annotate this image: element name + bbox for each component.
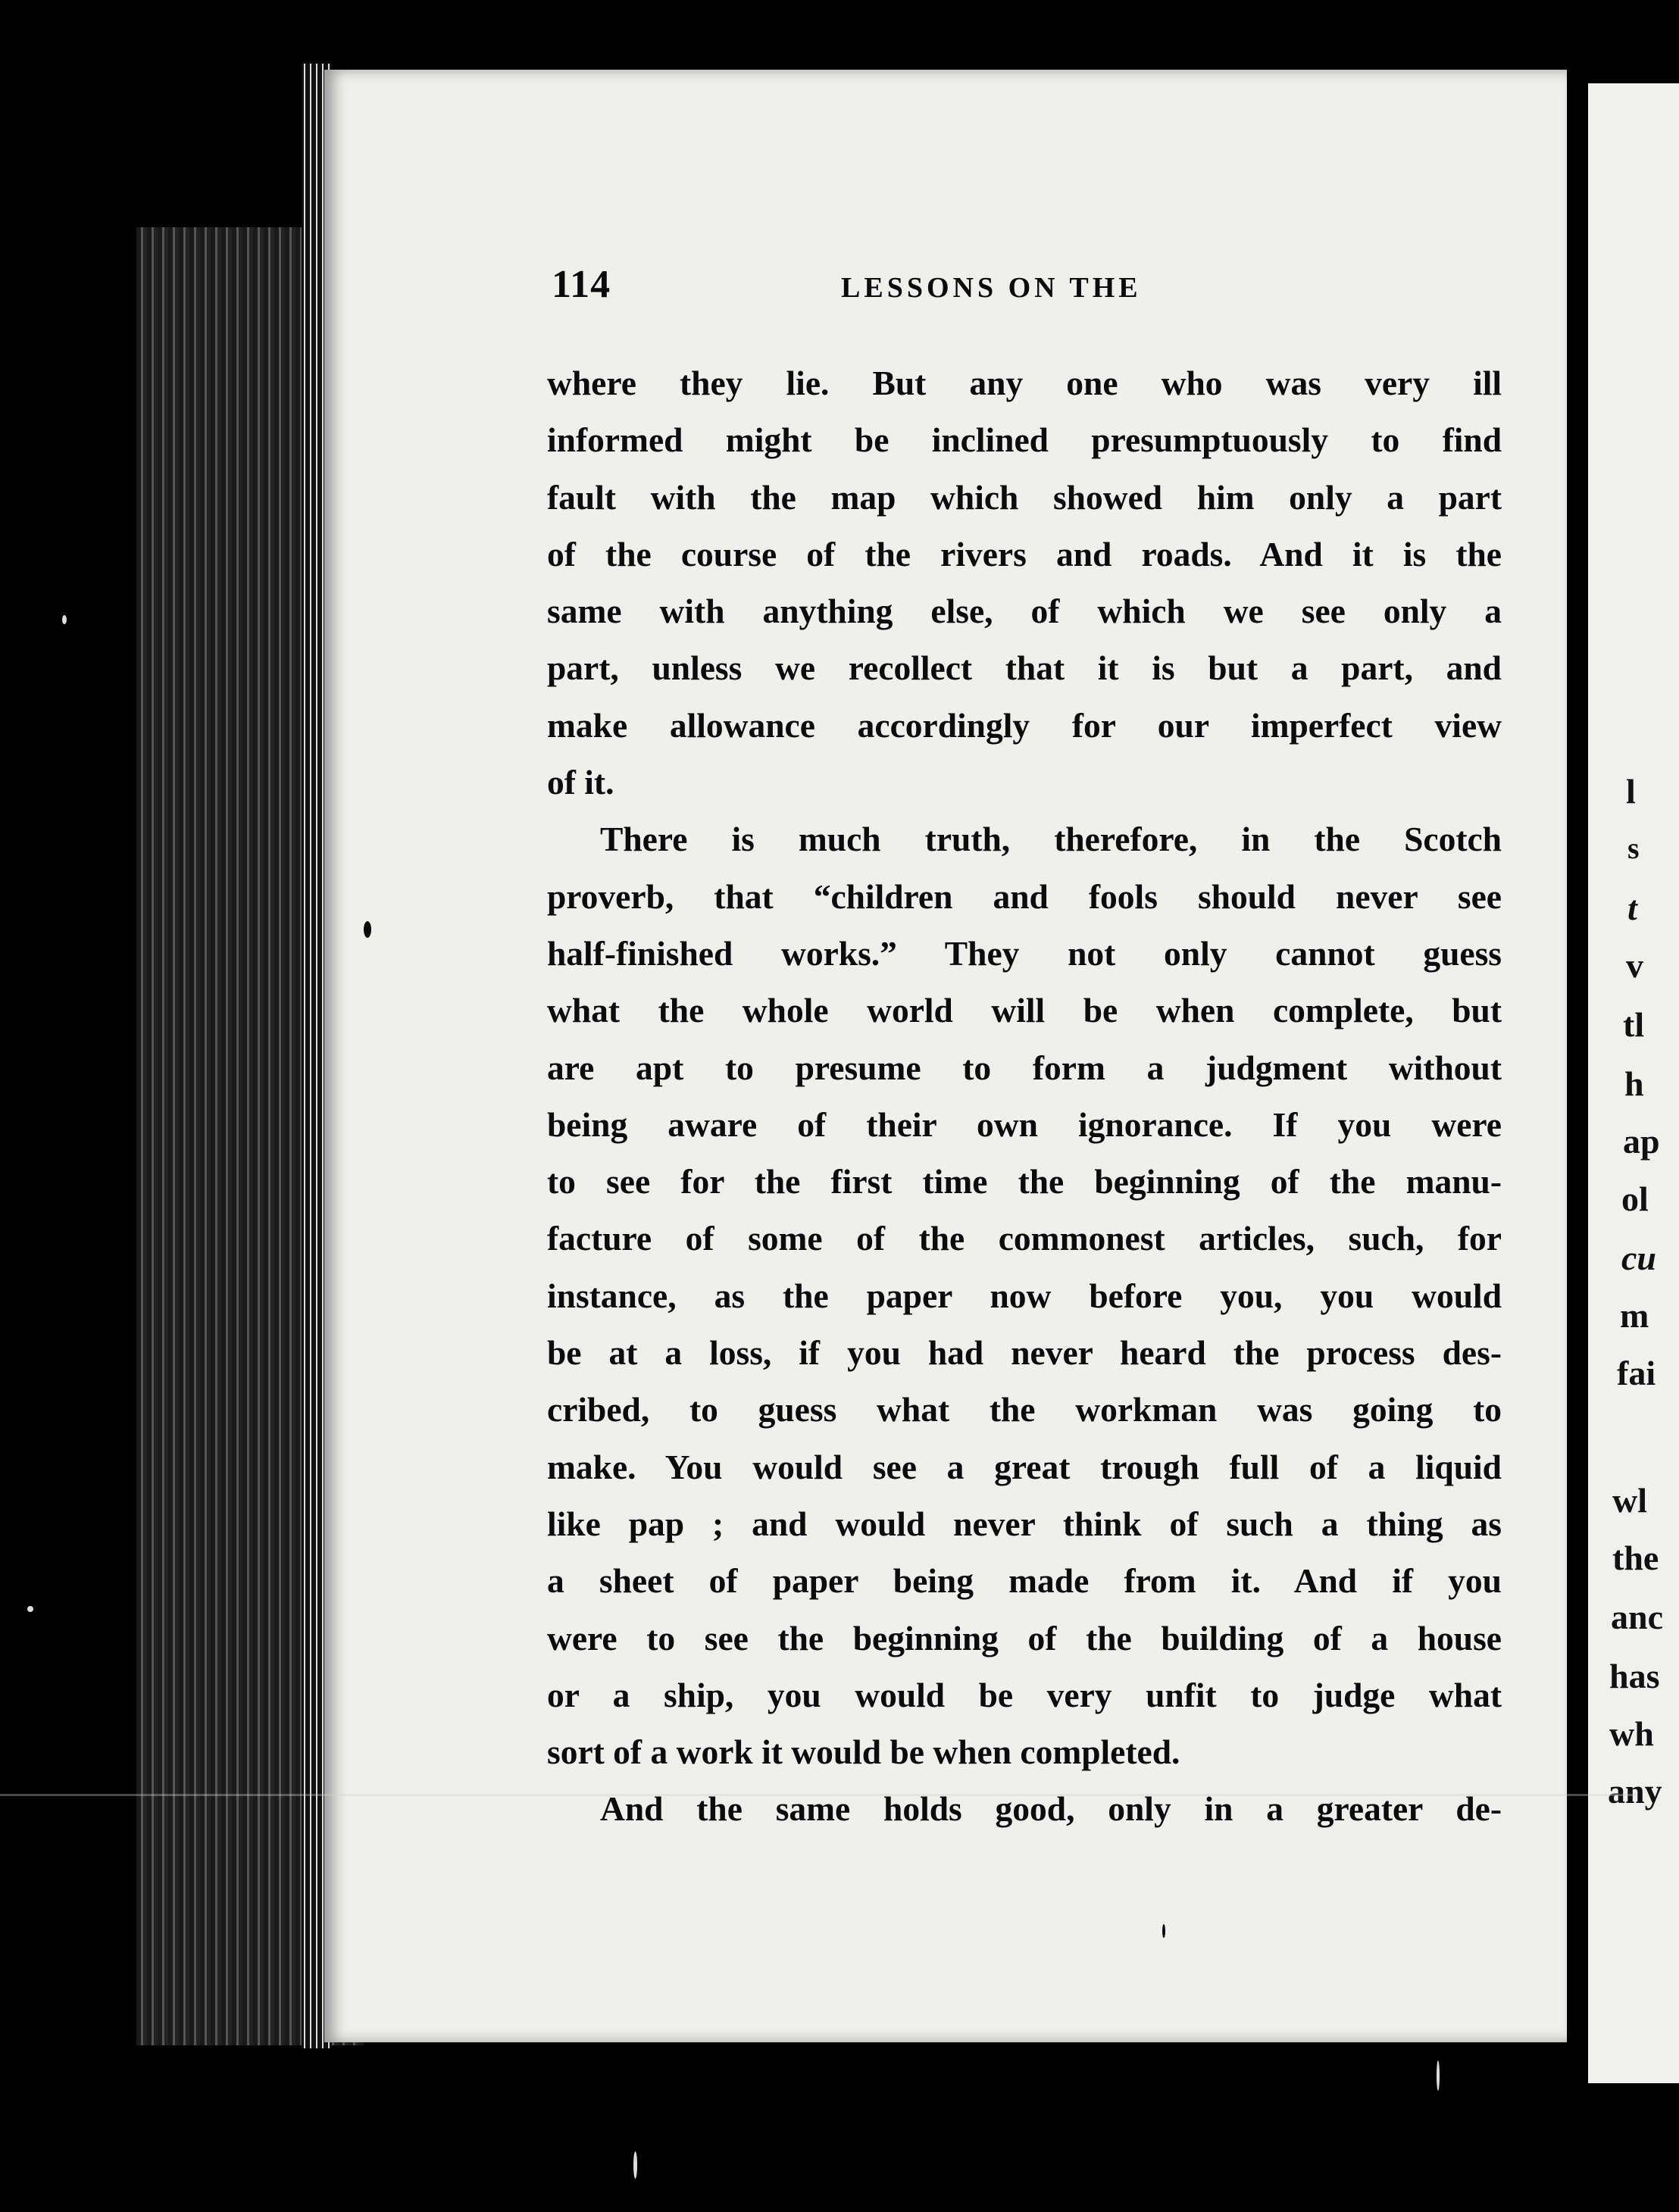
text-line: of the course of the rivers and roads. And it is the (547, 534, 1502, 573)
adjacent-fragment: m (1620, 1296, 1649, 1335)
adjacent-fragment: tl (1623, 1005, 1645, 1044)
text-line: part, unless we recollect that it is but a part, and (547, 648, 1502, 688)
adjacent-fragment: any (1608, 1772, 1662, 1811)
adjacent-fragment: h (1624, 1064, 1644, 1103)
adjacent-fragment: wl (1612, 1481, 1647, 1520)
ink-speck (1162, 1924, 1165, 1938)
adjacent-fragment: v (1626, 946, 1643, 985)
scan-dust (27, 1606, 33, 1612)
scan-line-artifact (0, 1794, 1637, 1796)
running-title: LESSONS ON THE (841, 272, 1142, 304)
text-line: are apt to presume to form a judgment without (547, 1048, 1502, 1087)
text-line: to see for the first time the beginning of the manu- (547, 1162, 1502, 1201)
text-line: being aware of their own ignorance. If you were (547, 1104, 1502, 1144)
page-body (547, 355, 1502, 1838)
text-line: informed might be inclined presumptuously to find (547, 420, 1502, 460)
text-line: where they lie. But any one who was very ill (547, 364, 1502, 402)
adjacent-fragment: t (1627, 889, 1637, 927)
text-line: proverb, that “children and fools should never see (547, 876, 1502, 916)
text-line: cribed, to guess what the workman was going to (547, 1390, 1502, 1429)
adjacent-fragment: anc (1611, 1598, 1663, 1636)
text-line: instance, as the paper now before you, you would (547, 1276, 1502, 1315)
adjacent-fragment: fai (1617, 1354, 1656, 1392)
scan-dust (633, 2151, 637, 2179)
paragraph-first-line: And the same holds good, only in a greater de- (600, 1789, 1502, 1829)
adjacent-fragment: cu (1621, 1239, 1656, 1277)
text-line: a sheet of paper being made from it. And if you (547, 1561, 1502, 1601)
text-line: were to see the beginning of the building of a house (547, 1618, 1502, 1657)
adjacent-fragment: ap (1623, 1122, 1660, 1161)
paragraph-first-line: There is much truth, therefore, in the Scotch (600, 820, 1502, 859)
ink-speck (364, 921, 371, 938)
text-line: be at a loss, if you had never heard the process des- (547, 1333, 1502, 1373)
text-line: of it. (547, 763, 614, 802)
adjacent-fragment: has (1609, 1657, 1660, 1695)
scan-dust (62, 615, 67, 624)
text-line: like pap ; and would never think of such a thing as (547, 1504, 1502, 1543)
adjacent-fragment: wh (1609, 1714, 1654, 1753)
text-line: facture of some of the commonest articles, such, for (547, 1219, 1502, 1258)
adjacent-page-text (1582, 0, 1663, 2212)
scan-dust (1437, 2060, 1440, 2091)
adjacent-fragment: s (1627, 831, 1640, 865)
running-head (552, 262, 1499, 308)
adjacent-fragment: l (1626, 772, 1636, 811)
page-number: 114 (552, 263, 611, 306)
adjacent-fragment: the (1612, 1539, 1659, 1577)
text-line: make. You would see a great trough full of a liquid (547, 1447, 1502, 1486)
text-line: what the whole world will be when complete, but (547, 991, 1502, 1030)
text-line: make allowance accordingly for our imperfect view (547, 705, 1502, 745)
text-line: fault with the map which showed him only a part (547, 477, 1502, 517)
text-line: same with anything else, of which we see only a (547, 592, 1502, 631)
text-line: sort of a work it would be when completed. (547, 1732, 1180, 1772)
text-line: half-finished works.” They not only cannot guess (547, 933, 1502, 973)
text-line: or a ship, you would be very unfit to judge what (547, 1675, 1502, 1714)
adjacent-fragment: ol (1621, 1179, 1649, 1218)
